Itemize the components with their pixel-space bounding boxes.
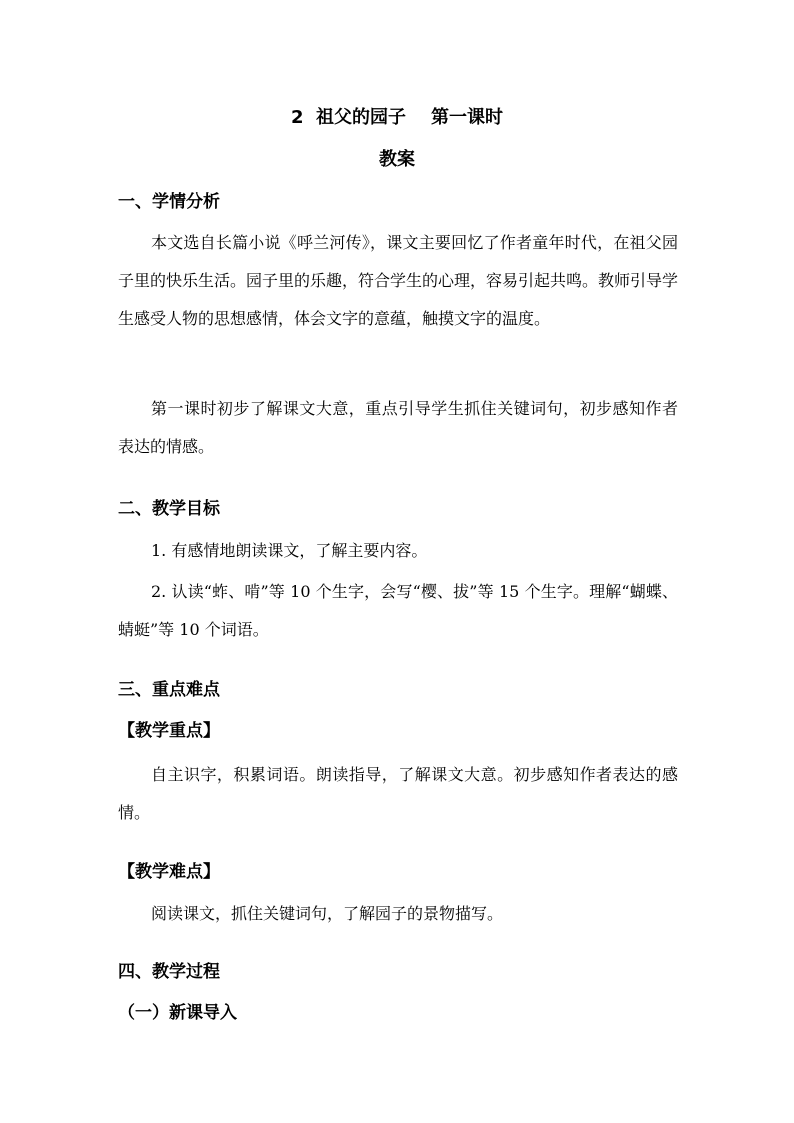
document-subtitle: 教案 — [379, 149, 415, 170]
paragraph-learning-analysis-1: 本文选自长篇小说《呼兰河传》，课文主要回忆了作者童年时代，在祖父园子里的快乐生活。园子里的乐趣，符合学生的心理，容易引起共鸣。教师引导学生感受人物的思想感情，体会文字的意蕴，触摸文字的温度。 — [118, 233, 679, 328]
goal-item-2: 2. 认读“蚱、啃”等 10 个生字，会写“樱、拔”等 15 个生字。理解“蝴蝶、蜻蜓”等 10 个词语。 — [118, 582, 678, 639]
label-teaching-key: 【教学重点】 — [118, 721, 220, 741]
section-heading-teaching-goals: 二、教学目标 — [118, 499, 220, 519]
subsection-heading-lesson-intro: （一）新课导入 — [118, 1003, 237, 1023]
section-heading-key-points: 三、重点难点 — [118, 680, 220, 700]
label-teaching-difficulty: 【教学难点】 — [118, 862, 220, 882]
document-title: 2 祖父的园子 第一课时 — [290, 107, 504, 128]
section-heading-learning-analysis: 一、学情分析 — [118, 192, 220, 212]
section-heading-teaching-process: 四、教学过程 — [118, 962, 220, 982]
paragraph-learning-analysis-2: 第一课时初步了解课文大意，重点引导学生抓住关键词句，初步感知作者表达的情感。 — [118, 399, 678, 456]
goal-item-1: 1. 有感情地朗读课文，了解主要内容。 — [151, 541, 428, 560]
text-teaching-key: 自主识字，积累词语。朗读指导，了解课文大意。初步感知作者表达的感情。 — [118, 765, 678, 822]
text-teaching-difficulty: 阅读课文，抓住关键词句，了解园子的景物描写。 — [151, 904, 504, 923]
